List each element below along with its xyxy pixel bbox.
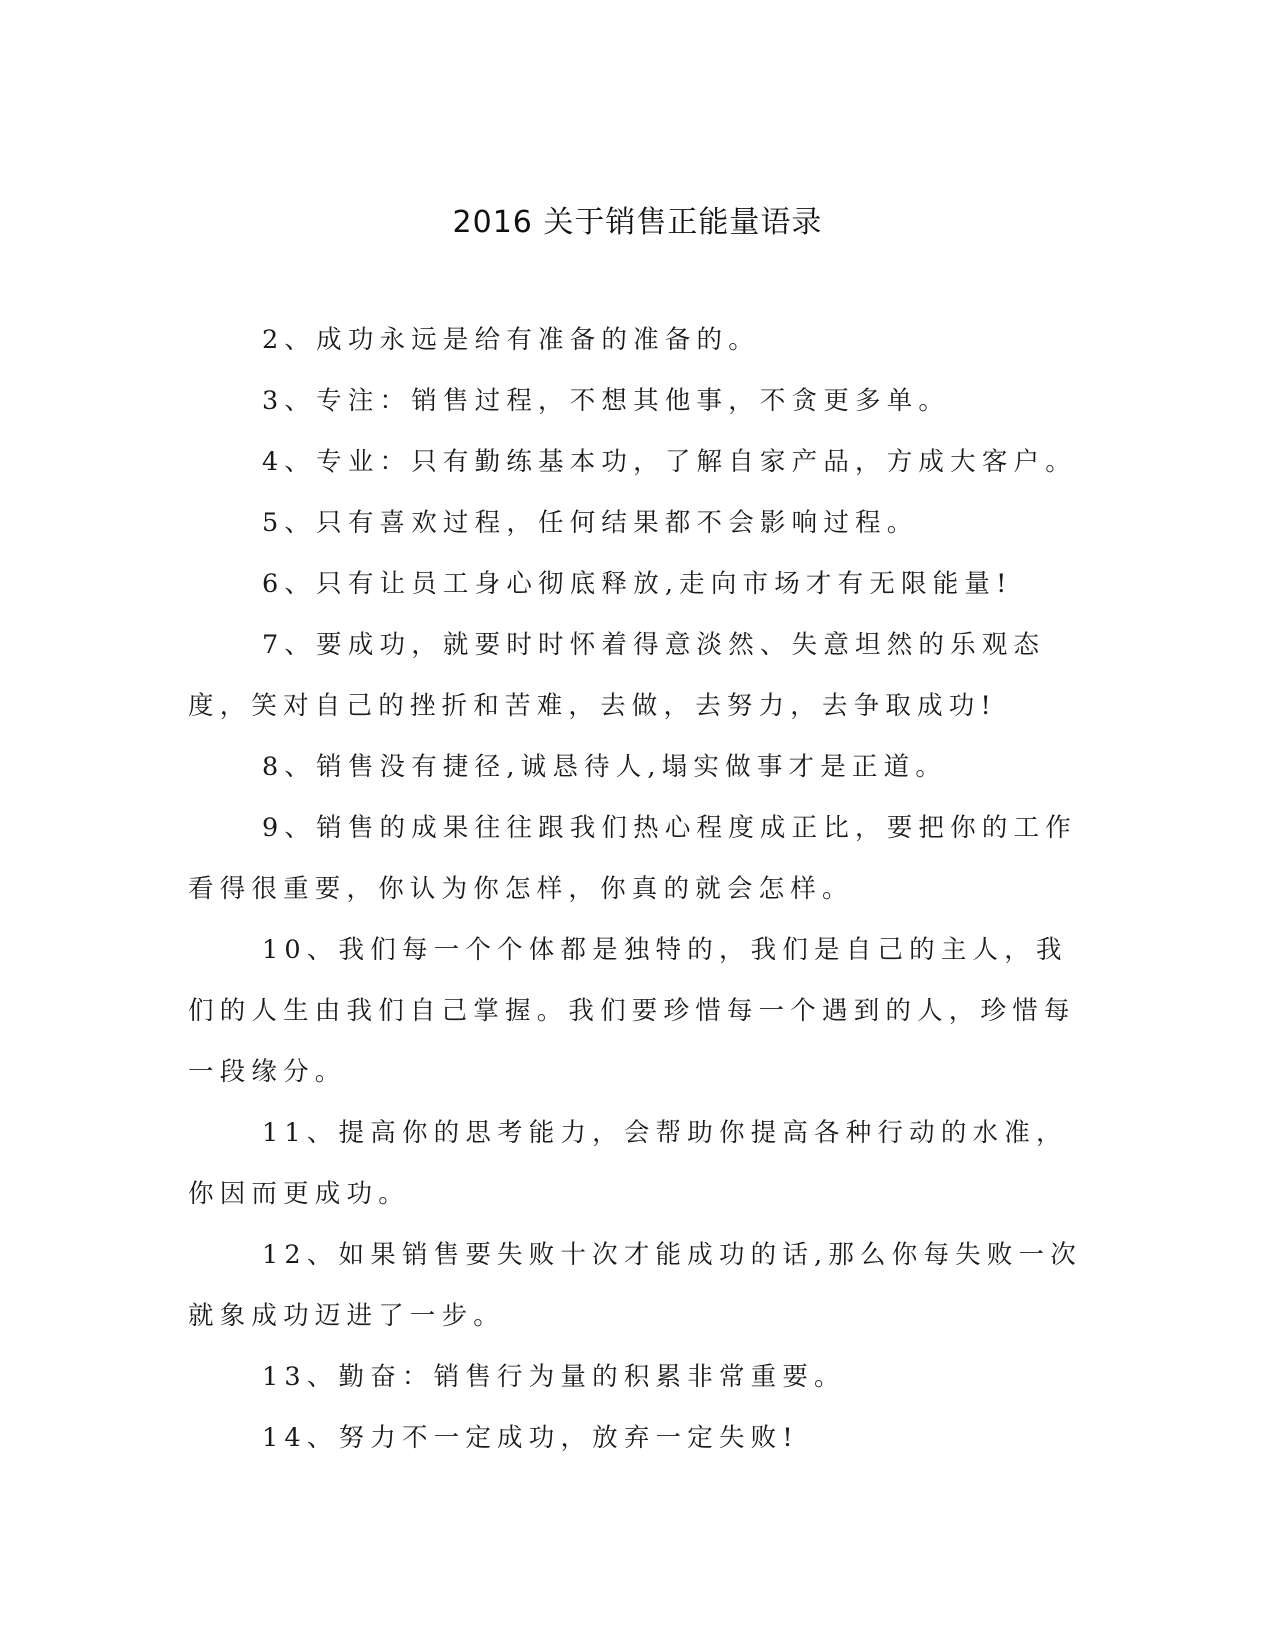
document-body [188, 310, 1098, 1469]
quote-paragraph-9: 9、销售的成果往往跟我们热心程度成正比，要把你的工作看得很重要，你认为你怎样，你真的就会怎样。 [188, 813, 1077, 904]
quote-paragraph-3: 3、专注：销售过程，不想其他事，不贪更多单。 [262, 386, 951, 416]
quote-paragraph-11: 11、提高你的思考能力，会帮助你提高各种行动的水准，你因而更成功。 [188, 1118, 1068, 1209]
page-title: 2016 关于销售正能量语录 [452, 205, 823, 240]
quote-paragraph-2: 2、成功永远是给有准备的准备的。 [262, 325, 760, 355]
quote-paragraph-6: 6、只有让员工身心彻底释放,走向市场才有无限能量! [262, 569, 1013, 599]
quote-paragraph-7: 7、要成功，就要时时怀着得意淡然、失意坦然的乐观态度，笑对自己的挫折和苦难，去做，去努力，去争取成功! [188, 630, 1046, 721]
quote-paragraph-10: 10、我们每一个个体都是独特的，我们是自己的主人，我们的人生由我们自己掌握。我们要珍惜每一个遇到的人，珍惜每一段缘分。 [188, 935, 1076, 1087]
quote-paragraph-8: 8、销售没有捷径,诚恳待人,塌实做事才是正道。 [262, 752, 948, 782]
quote-paragraph-4: 4、专业：只有勤练基本功，了解自家产品，方成大客户。 [262, 447, 1077, 477]
quote-paragraph-13: 13、勤奋：销售行为量的积累非常重要。 [262, 1362, 846, 1392]
quote-paragraph-14: 14、努力不一定成功，放弃一定失败! [262, 1423, 799, 1453]
quote-paragraph-5: 5、只有喜欢过程，任何结果都不会影响过程。 [262, 508, 919, 538]
quote-paragraph-12: 12、如果销售要失败十次才能成功的话,那么你每失败一次就象成功迈进了一步。 [188, 1240, 1082, 1331]
